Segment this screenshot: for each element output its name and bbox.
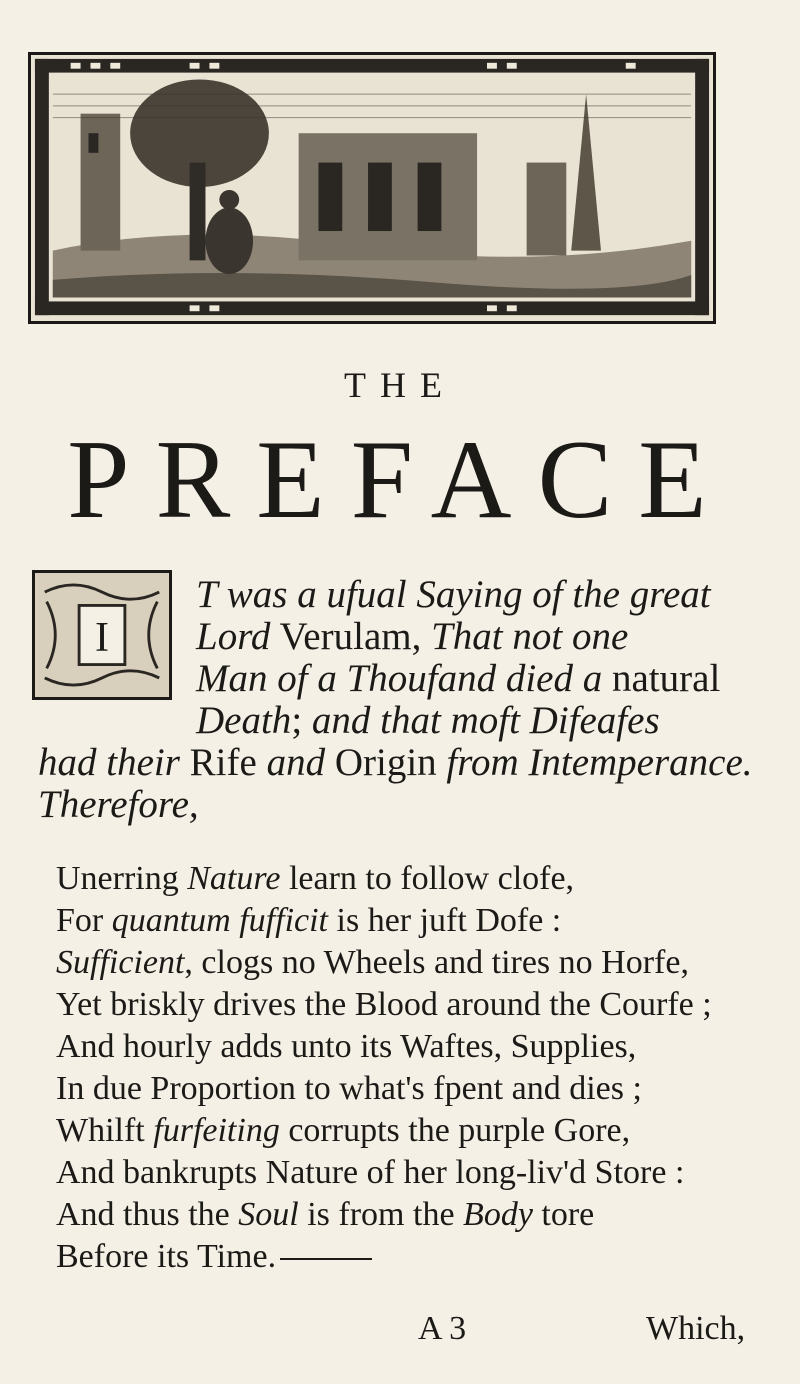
intro-text: and [266, 741, 335, 784]
intro-line-2 [196, 617, 628, 656]
verse-text: And hourly adds unto its Waftes, Supplies, [56, 1028, 637, 1065]
intro-text: That not one [431, 615, 629, 658]
verse-line-7 [56, 1114, 630, 1148]
intro-text: Man of a Thoufand died a [196, 657, 612, 700]
verse-text: In due Proportion to what's fpent and dies ; [56, 1070, 642, 1107]
verse-text: Nature [187, 860, 281, 897]
ornamental-initial-icon [32, 570, 172, 700]
verse-text: is from the [298, 1196, 464, 1233]
intro-text: was a ufual Saying of the great [217, 573, 711, 616]
catchword: Which, [646, 1310, 746, 1347]
verse-line-10 [56, 1240, 372, 1274]
intro-text: Death [196, 699, 292, 742]
verse-text: And thus the [56, 1196, 239, 1233]
engraved-headpiece-icon [28, 52, 716, 324]
verse-text: Soul [238, 1196, 299, 1233]
verse-text: is her juft Dofe : [328, 902, 562, 939]
verse-line-2 [56, 904, 561, 938]
verse-text: , clogs no Wheels and tires no Horfe, [184, 944, 689, 981]
drop-cap-continuation: T [196, 573, 217, 616]
verse-text: Whilft [56, 1112, 154, 1149]
intro-text: ; [291, 699, 312, 742]
intro-text: natural [612, 657, 721, 700]
verse-line-6 [56, 1072, 642, 1106]
intro-line-6 [38, 785, 199, 824]
signature-mark: A 3 [418, 1310, 467, 1347]
verse-text: For [56, 902, 112, 939]
intro-text: had their [38, 741, 190, 784]
verse-text: Unerring [56, 860, 188, 897]
verse-text: tore [532, 1196, 595, 1233]
verse-text: Yet briskly drives the Blood around the Courfe ; [56, 986, 712, 1023]
verse-text: furfeiting [153, 1112, 280, 1149]
verse-text: corrupts the purple Gore, [279, 1112, 631, 1149]
intro-text: Origin [334, 741, 447, 784]
verse-line-1 [56, 862, 574, 896]
intro-line-4 [196, 701, 660, 740]
intro-text: Lord [196, 615, 271, 658]
verse-text: learn to follow clofe, [280, 860, 575, 897]
verse-text: Sufficient [56, 944, 185, 981]
heading-the: THE [344, 365, 456, 405]
verse-text: quantum fufficit [111, 902, 329, 939]
intro-text: from Intemperance. [446, 741, 753, 784]
verse-text: And bankrupts Nature of her long-liv'd Store : [56, 1154, 685, 1191]
verse-line-3 [56, 946, 689, 980]
verse-line-9 [56, 1198, 594, 1232]
verse-text: Before its Time. [56, 1238, 277, 1275]
verse-line-8 [56, 1156, 684, 1190]
closing-rule [280, 1258, 372, 1260]
intro-line-1 [196, 575, 711, 614]
intro-line-3 [196, 659, 720, 698]
page-title: PREFACE [67, 418, 733, 542]
intro-text: Verulam, [270, 615, 432, 658]
verse-line-4 [56, 988, 712, 1022]
intro-text: Rife [189, 741, 267, 784]
initial-letter: I [95, 615, 109, 662]
verse-text: Body [463, 1196, 533, 1233]
intro-line-5 [38, 743, 753, 782]
verse-line-5 [56, 1030, 636, 1064]
intro-text: and that moft Difeafes [311, 699, 660, 742]
intro-text: Therefore, [38, 783, 199, 826]
